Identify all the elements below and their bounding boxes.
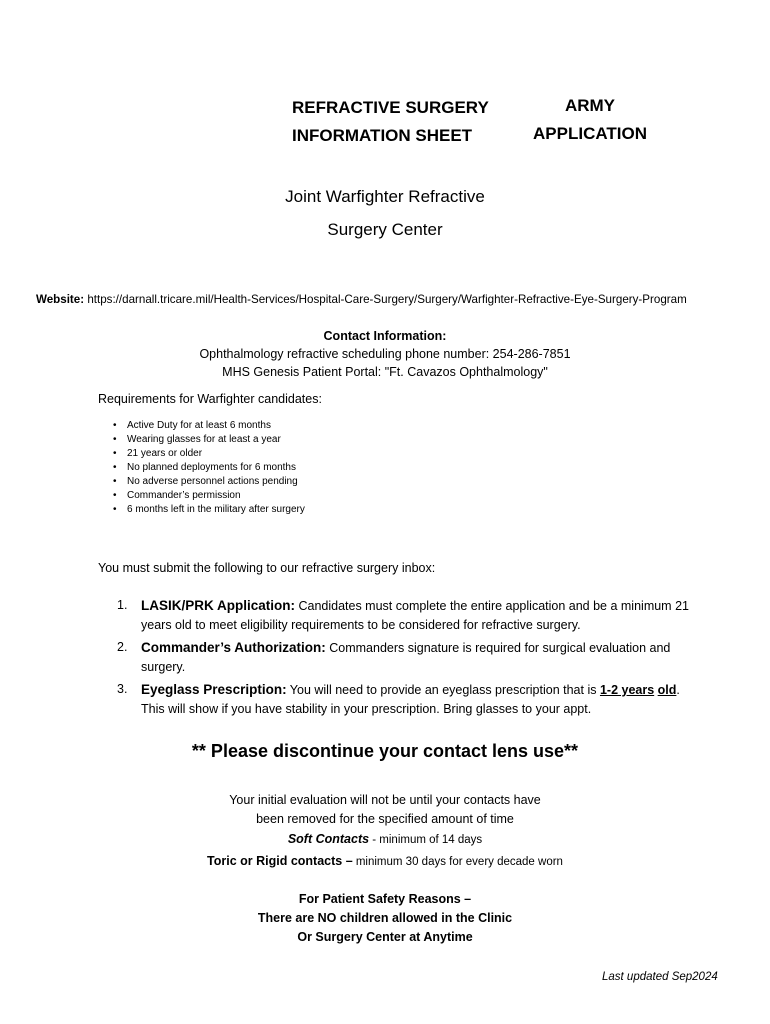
center-name <box>235 180 535 246</box>
contact-phone: Ophthalmology refractive scheduling phone number: 254-286-7851 <box>199 347 571 361</box>
emphasis-years: 1-2 years <box>599 683 655 697</box>
safety-line-1: For Patient Safety Reasons – <box>298 892 472 906</box>
item-text: Candidates must complete the entire application and be a minimum 21 years old to meet eligibility requirements to be considered for refractive surgery. <box>141 599 689 632</box>
item-number: 3. <box>117 682 128 696</box>
list-item: • No planned deployments for 6 months <box>99 461 429 475</box>
list-item: • 6 months left in the military after surgery <box>99 503 429 517</box>
title-line-2: INFORMATION SHEET <box>292 126 473 145</box>
contact-lens-headline: ** Please discontinue your contact lens use** <box>191 741 579 761</box>
item-text-before: You will need to provide an eyeglass prescription that is <box>286 683 600 697</box>
center-name-line-1: Joint Warfighter Refractive <box>285 187 485 206</box>
contact-heading: Contact Information: <box>323 329 447 343</box>
website-url[interactable]: https://darnall.tricare.mil/Health-Services/Hospital-Care-Surgery/Surgery/Warfighter-Refractive-Eye-Surgery-Program <box>84 293 687 306</box>
toric-contacts-line <box>135 852 635 872</box>
website-line <box>36 293 766 306</box>
info-sheet-title <box>292 94 489 150</box>
item-text-after: . This will show if you have stability in your prescription. Bring glasses to your appt. <box>141 683 680 716</box>
list-item: • Wearing glasses for at least a year <box>99 433 429 447</box>
contact-information <box>135 327 635 381</box>
list-item: • Active Duty for at least 6 months <box>99 419 429 433</box>
army-application-tag <box>520 92 660 148</box>
last-updated: Last updated Sep2024 <box>602 971 718 983</box>
list-item: • 21 years or older <box>99 447 429 461</box>
emphasis-old: old <box>657 683 677 697</box>
requirements-heading: Requirements for Warfighter candidates: <box>98 392 322 406</box>
soft-contacts-label: Soft Contacts <box>287 832 370 846</box>
submit-item-prescription <box>99 680 689 719</box>
submit-heading: You must submit the following to our refractive surgery inbox: <box>98 561 436 575</box>
safety-line-3: Or Surgery Center at Anytime <box>297 930 473 944</box>
item-lead: LASIK/PRK Application: <box>141 598 295 613</box>
item-number: 1. <box>117 598 128 612</box>
list-item: • Commander’s permission <box>99 489 429 503</box>
requirements-list <box>99 419 429 517</box>
tag-line-2: APPLICATION <box>533 124 647 143</box>
submit-list <box>99 596 689 722</box>
toric-contacts-text: minimum 30 days for every decade worn <box>352 856 563 868</box>
submit-item-application <box>99 596 689 635</box>
soft-contacts-line <box>135 830 635 850</box>
title-line-1: REFRACTIVE SURGERY <box>292 98 489 117</box>
notice-line-1: Your initial evaluation will not be until your contacts have <box>229 793 541 807</box>
item-text: Commanders signature is required for surgical evaluation and surgery. <box>141 641 671 674</box>
list-item: • No adverse personnel actions pending <box>99 475 429 489</box>
safety-line-2: There are NO children allowed in the Clinic <box>257 911 513 925</box>
tag-line-1: ARMY <box>564 96 616 115</box>
item-number: 2. <box>117 640 128 654</box>
item-lead: Eyeglass Prescription: <box>141 682 287 697</box>
center-name-line-2: Surgery Center <box>327 220 443 239</box>
notice-line-2: been removed for the specified amount of time <box>256 812 514 826</box>
submit-item-authorization <box>99 638 689 677</box>
item-lead: Commander’s Authorization: <box>141 640 326 655</box>
soft-contacts-text: - minimum of 14 days <box>369 834 483 846</box>
contact-lens-notice <box>135 791 635 872</box>
contact-portal: MHS Genesis Patient Portal: "Ft. Cavazos Ophthalmology" <box>222 365 548 379</box>
website-label: Website: <box>36 293 85 306</box>
toric-contacts-label: Toric or Rigid contacts – <box>207 854 353 868</box>
patient-safety-notice <box>135 890 635 947</box>
